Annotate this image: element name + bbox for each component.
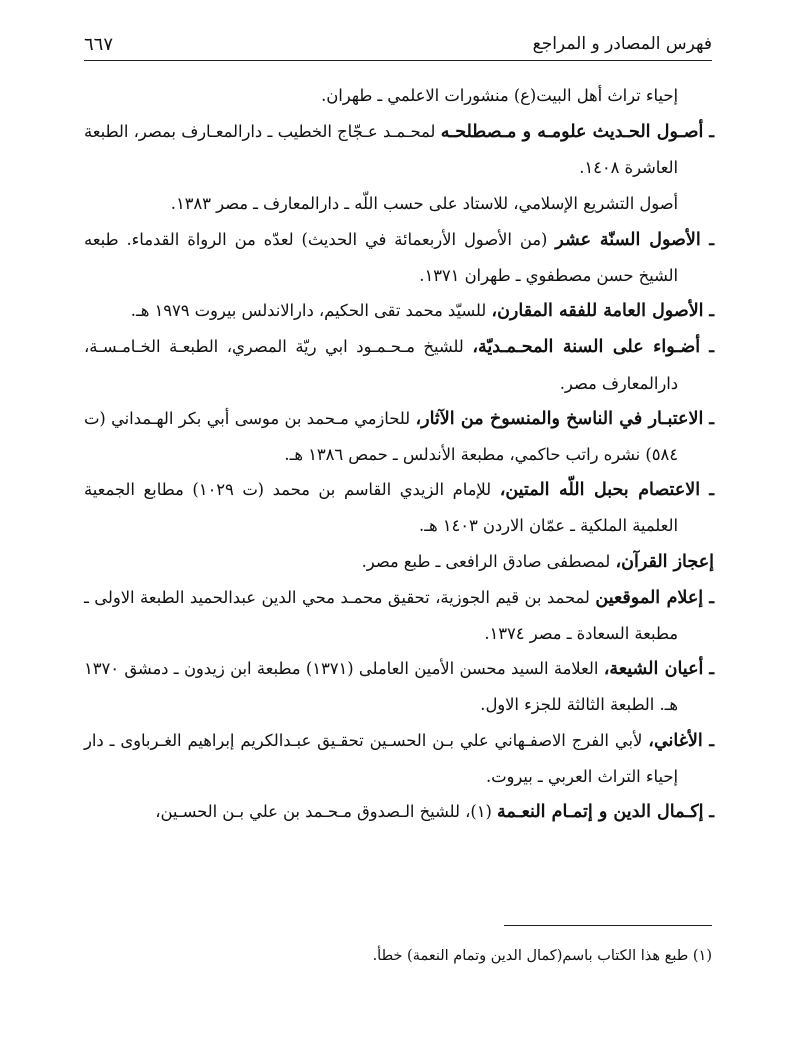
bibliography-entry (84, 401, 714, 472)
entry-dash: ـ (703, 802, 714, 822)
entry-title: إعجاز القرآن، (615, 551, 714, 572)
bibliography-entry (84, 580, 714, 651)
entry-text: إحياء تراث أهل البيت(ع) منشورات الاعلمي ـ طهران. (321, 86, 678, 105)
running-title: فهرس المصادر و المراجع (532, 34, 712, 54)
entry-dash: ـ (703, 587, 714, 607)
page-header (84, 32, 712, 61)
entry-dash: ـ (702, 730, 714, 750)
entry-title: الاعتبـار في الناسخ والمنسوخ من الآثار، (415, 408, 704, 429)
entry-text: لمصطفى صادق الرافعى ـ طبع مصر. (361, 551, 616, 571)
bibliography-entry (84, 329, 714, 400)
entry-dash: ـ (703, 301, 714, 321)
entry-text: للحازمي مـحمد بن موسى أبي بكر الهـمداني (ت ٥٨٤) نشره راتب حاكمي، مطبعة الأندلس ـ حمص ١٣٨٦ هـ. (84, 408, 678, 465)
entry-title: أصـول الحـديث علومـه و مـصطلحـه (440, 122, 704, 143)
entry-dash: ـ (703, 408, 714, 428)
bibliography-entry (84, 222, 714, 293)
footnote-divider (504, 925, 712, 926)
entry-title: الأصول العامة للفقه المقارن، (491, 301, 704, 322)
entry-dash: ـ (703, 659, 715, 679)
entry-text: للإمام الزيدي القاسم بن محمد (ت ١٠٢٩) مطابع الجمعية العلمية الملكية ـ عمّان الاردن ١٤٠٣ هـ. (84, 480, 678, 536)
entry-text: لمحـمـد عـجّاج الخطيب ـ دارالمعـارف بمصر، الطبعة العاشرة ١٤٠٨. (84, 122, 678, 178)
footnote: (١) طبع هذا الكتاب باسم(كمال الدين وتمام النعمة) خطأ. (372, 948, 712, 964)
entry-title: الأصول السنّة عشر (555, 229, 701, 250)
bibliography-entry (84, 544, 714, 580)
bibliography-entry (84, 186, 714, 222)
bibliography-entry (84, 651, 714, 722)
entry-text: (١)، للشيخ الـصدوق مـحـمد بن علي بـن الحسـين، (155, 802, 497, 822)
entry-title: الأغاني، (648, 730, 703, 751)
entry-title: إعلام الموقعين (595, 587, 704, 608)
entry-text: (من الأصول الأربعمائة في الحديث) لعدّه من الرواة القدماء. طبعه الشيخ حسن مصطفوي ـ طهران ١٣٧١. (84, 229, 678, 286)
entry-text: للشيخ مـحـمـود ابي ريّة المصري، الطبعـة الخـامـسـة، دارالمعارف مصر. (84, 337, 678, 393)
bibliography-entry (84, 114, 714, 185)
entry-title: أعيان الشيعة، (603, 659, 704, 680)
bibliography-entry (84, 78, 714, 114)
bibliography-list (84, 78, 714, 830)
entry-title: الاعتصام بحبل اللّه المتين، (499, 480, 701, 501)
entry-dash: ـ (700, 480, 714, 500)
entry-dash: ـ (700, 229, 714, 249)
entry-text: لأبي الفرج الاصفـهاني علي بـن الحسـين تحقـيق عبـدالكريم إبراهيم الغـرباوى ـ دار إحياء التراث العربي ـ بيروت. (84, 730, 678, 786)
page-number: ٦٦٧ (84, 34, 114, 55)
entry-text: العلامة السيد محسن الأمين العاملى (١٣٧١) مطبعة ابن زيدون ـ دمشق ١٣٧٠ هـ. الطبعة الثالثة للجزء الاول. (84, 659, 678, 715)
entry-dash: ـ (700, 337, 714, 357)
entry-text: لمحمد بن قيم الجوزية، تحقيق محمـد محي الدين عبدالحميد الطبعة الاولى ـ مطبعة السعادة ـ مصر ١٣٧٤. (84, 587, 678, 644)
entry-text: أصول التشريع الإسلامي، للاستاد على حسب اللّه ـ دارالمعارف ـ مصر ١٣٨٣. (170, 193, 678, 213)
entry-title: أضـواء على السنة المحـمـديّة، (472, 337, 701, 358)
bibliography-entry (84, 293, 714, 329)
entry-text: للسيّد محمد تقى الحكيم، دارالاندلس بيروت ١٩٧٩ هـ. (130, 301, 492, 321)
bibliography-entry (84, 472, 714, 543)
entry-title: إكـمال الدين و إتمـام النعـمة (496, 802, 704, 823)
entry-dash: ـ (703, 122, 714, 142)
bibliography-entry (84, 794, 714, 830)
bibliography-entry (84, 723, 714, 794)
